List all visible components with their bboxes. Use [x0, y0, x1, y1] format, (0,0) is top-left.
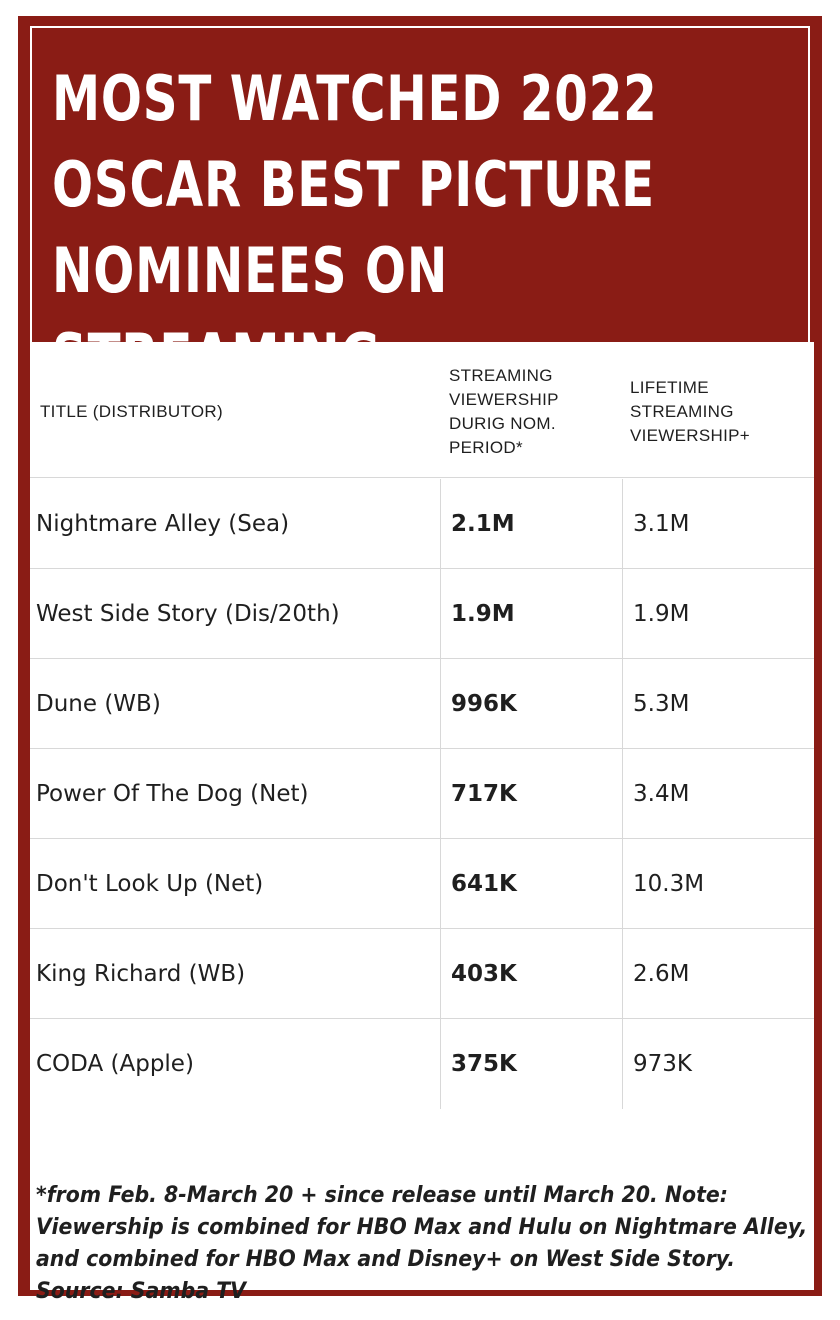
cell-title: Don't Look Up (Net): [36, 871, 264, 897]
table-panel: [30, 342, 814, 1304]
cell-title: CODA (Apple): [36, 1051, 194, 1077]
header-box: [30, 26, 810, 348]
cell-title: Power Of The Dog (Net): [36, 781, 309, 807]
table-header: [30, 342, 814, 478]
cell-lifetime-viewership: 5.3M: [622, 659, 814, 749]
cell-nomination-viewership: 1.9M: [440, 569, 622, 659]
cell-nomination-viewership: 717K: [440, 749, 622, 839]
column-header-title: TITLE (DISTRIBUTOR): [40, 402, 223, 421]
infographic-frame: [18, 16, 822, 1304]
cell-title: West Side Story (Dis/20th): [36, 601, 340, 627]
cell-nomination-viewership: 403K: [440, 929, 622, 1019]
table-row: [30, 569, 814, 659]
cell-title: Nightmare Alley (Sea): [36, 511, 290, 537]
column-header-nomination-viewership: STREAMING VIEWERSHIP DURIG NOM. PERIOD*: [449, 366, 559, 457]
cell-nomination-viewership: 641K: [440, 839, 622, 929]
table-row: [30, 929, 814, 1019]
cell-nomination-viewership: 996K: [440, 659, 622, 749]
cell-lifetime-viewership: 1.9M: [622, 569, 814, 659]
table-row: [30, 1019, 814, 1109]
chart-title: MOST WATCHED 2022 OSCAR BEST PICTURE NOMINEES ON: [52, 62, 658, 307]
cell-lifetime-viewership: 10.3M: [622, 839, 814, 929]
cell-nomination-viewership: 375K: [440, 1019, 622, 1109]
column-header-lifetime-viewership: LIFETIME STREAMING VIEWERSHIP+: [630, 378, 750, 445]
cell-nomination-viewership: 2.1M: [440, 479, 622, 569]
cell-lifetime-viewership: 2.6M: [622, 929, 814, 1019]
footnote: *from Feb. 8-March 20 + since release until March 20. Note: Viewership is combined for HBO Max and Hulu on Nightmare Alley, and combined for HBO Max and Disney+ on West Side Story. Source: Samba TV: [36, 1183, 808, 1304]
table-body: [30, 479, 814, 1109]
cell-lifetime-viewership: 3.1M: [622, 479, 814, 569]
table-row: [30, 479, 814, 569]
cell-lifetime-viewership: 3.4M: [622, 749, 814, 839]
table-row: [30, 839, 814, 929]
cell-title: Dune (WB): [36, 691, 161, 717]
cell-lifetime-viewership: 973K: [622, 1019, 814, 1109]
table-row: [30, 749, 814, 839]
cell-title: King Richard (WB): [36, 961, 246, 987]
table-row: [30, 659, 814, 749]
